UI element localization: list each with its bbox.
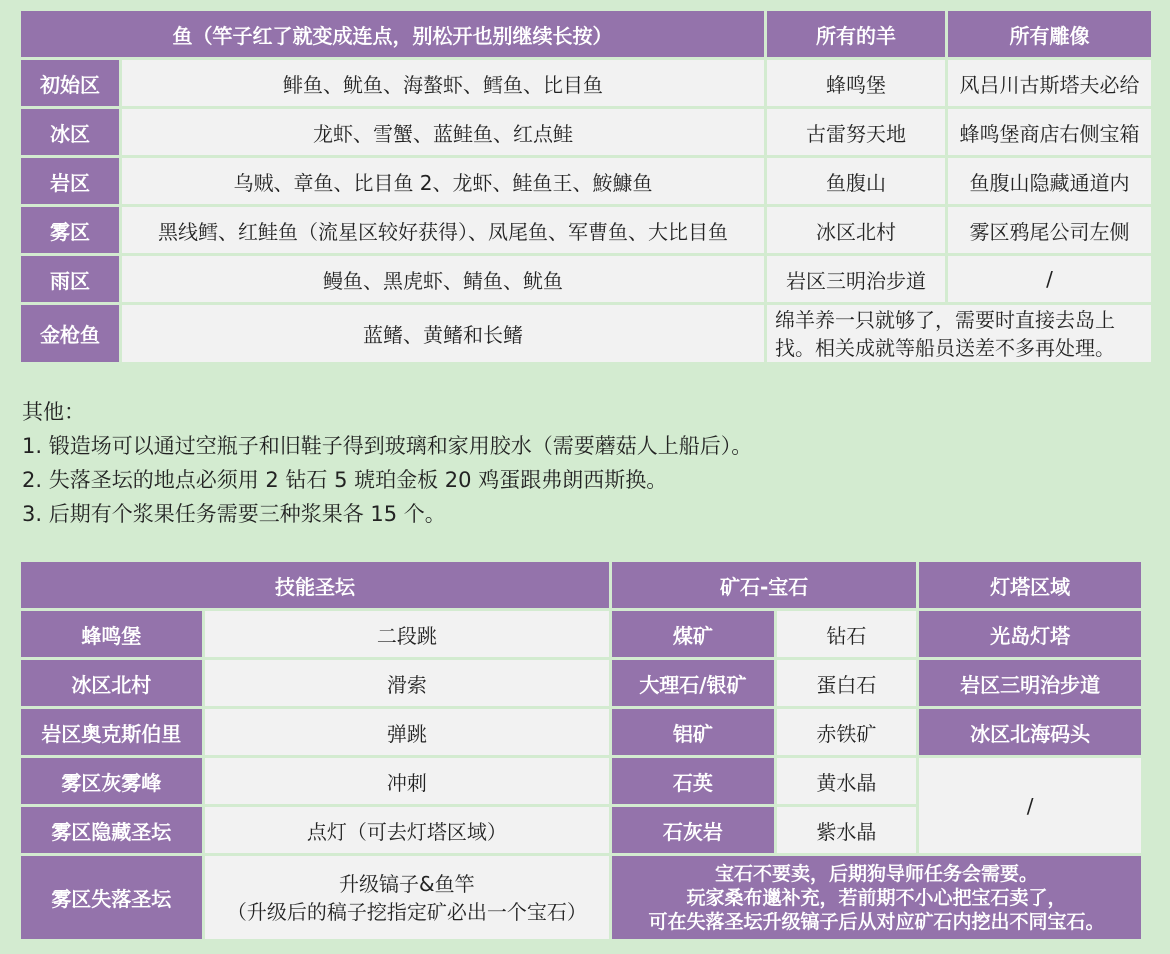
table-row [20, 757, 1143, 806]
gem-note-line: 宝石不要卖，后期狗导师任务会需要。 [715, 862, 1039, 885]
header-lighthouse: 灯塔区域 [918, 561, 1143, 610]
skill-cell: 冲刺 [203, 757, 610, 806]
sheep-note-cell [766, 304, 1153, 364]
statue-cell: 雾区鸦尾公司左侧 [947, 206, 1153, 255]
fish-cell: 鲱鱼、鱿鱼、海螯虾、鳕鱼、比目鱼 [121, 59, 766, 108]
area-cell: 初始区 [20, 59, 121, 108]
sheep-note-line: 找。相关成就等船员送差不多再处理。 [775, 335, 1115, 360]
sheep-cell: 岩区三明治步道 [766, 255, 947, 304]
area-cell: 雨区 [20, 255, 121, 304]
ore-cell: 石灰岩 [611, 806, 776, 855]
skill-line: （升级后的稿子挖指定矿必出一个宝石） [226, 899, 587, 924]
skill-cell [203, 855, 610, 941]
table-header-row [20, 561, 1143, 610]
table-row [20, 659, 1143, 708]
altar-cell: 雾区隐藏圣坛 [20, 806, 204, 855]
area-cell: 金枪鱼 [20, 304, 121, 364]
area-cell: 雾区 [20, 206, 121, 255]
table-row [20, 304, 1153, 364]
gem-note-cell [611, 855, 1143, 941]
table-row [20, 610, 1143, 659]
misc-item: 1. 锻造场可以通过空瓶子和旧鞋子得到玻璃和家用胶水（需要蘑菇人上船后）。 [22, 434, 753, 458]
statue-cell: 鱼腹山隐藏通道内 [947, 157, 1153, 206]
header-altar: 技能圣坛 [20, 561, 611, 610]
gem-cell: 钻石 [775, 610, 918, 659]
skill-cell: 滑索 [203, 659, 610, 708]
table-row [20, 855, 1143, 941]
table-row [20, 708, 1143, 757]
altar-cell: 岩区奥克斯伯里 [20, 708, 204, 757]
table-header-row [20, 10, 1153, 59]
gem-cell: 黄水晶 [775, 757, 918, 806]
area-cell: 岩区 [20, 157, 121, 206]
statue-cell: / [947, 255, 1153, 304]
header-ore: 矿石-宝石 [611, 561, 918, 610]
gem-cell: 蛋白石 [775, 659, 918, 708]
altar-cell: 蜂鸣堡 [20, 610, 204, 659]
lighthouse-cell: 岩区三明治步道 [918, 659, 1143, 708]
table-row [20, 59, 1153, 108]
misc-notes [22, 395, 752, 531]
lighthouse-empty-cell: / [918, 757, 1143, 855]
sheep-cell: 蜂鸣堡 [766, 59, 947, 108]
gem-note-line: 可在失落圣坛升级镐子后从对应矿石内挖出不同宝石。 [648, 910, 1105, 933]
table-row [20, 108, 1153, 157]
fish-table [18, 8, 1154, 365]
table-row [20, 255, 1153, 304]
fish-cell: 乌贼、章鱼、比目鱼 2、龙虾、鲑鱼王、鮟鱇鱼 [121, 157, 766, 206]
sheep-cell: 冰区北村 [766, 206, 947, 255]
header-statue: 所有雕像 [947, 10, 1153, 59]
lighthouse-cell: 光岛灯塔 [918, 610, 1143, 659]
misc-item: 2. 失落圣坛的地点必须用 2 钻石 5 琥珀金板 20 鸡蛋跟弗朗西斯换。 [22, 468, 668, 492]
header-sheep: 所有的羊 [766, 10, 947, 59]
skill-line: 升级镐子&鱼竿 [339, 871, 475, 896]
skill-cell: 二段跳 [203, 610, 610, 659]
lighthouse-cell: 冰区北海码头 [918, 708, 1143, 757]
fish-cell: 龙虾、雪蟹、蓝鲑鱼、红点鲑 [121, 108, 766, 157]
altar-cell: 冰区北村 [20, 659, 204, 708]
misc-item: 3. 后期有个浆果任务需要三种浆果各 15 个。 [22, 502, 446, 526]
misc-title: 其他： [22, 400, 85, 424]
table-row [20, 206, 1153, 255]
gem-note-line: 玩家桑布邋补充，若前期不小心把宝石卖了， [686, 886, 1067, 909]
gem-cell: 赤铁矿 [775, 708, 918, 757]
skill-cell: 弹跳 [203, 708, 610, 757]
table-row [20, 157, 1153, 206]
area-cell: 冰区 [20, 108, 121, 157]
sheep-cell: 古雷努天地 [766, 108, 947, 157]
gem-cell: 紫水晶 [775, 806, 918, 855]
sheep-cell: 鱼腹山 [766, 157, 947, 206]
altar-table [18, 559, 1144, 942]
fish-cell: 蓝鳍、黄鳍和长鳍 [121, 304, 766, 364]
skill-cell: 点灯（可去灯塔区域） [203, 806, 610, 855]
ore-cell: 石英 [611, 757, 776, 806]
sheep-note-line: 绵羊养一只就够了，需要时直接去岛上 [775, 307, 1115, 332]
fish-cell: 鳗鱼、黑虎虾、鲭鱼、鱿鱼 [121, 255, 766, 304]
ore-cell: 煤矿 [611, 610, 776, 659]
statue-cell: 蜂鸣堡商店右侧宝箱 [947, 108, 1153, 157]
ore-cell: 铝矿 [611, 708, 776, 757]
altar-cell: 雾区失落圣坛 [20, 855, 204, 941]
fish-cell: 黑线鳕、红鲑鱼（流星区较好获得）、凤尾鱼、军曹鱼、大比目鱼 [121, 206, 766, 255]
statue-cell: 风吕川古斯塔夫必给 [947, 59, 1153, 108]
header-fish: 鱼（竿子红了就变成连点，别松开也别继续长按） [20, 10, 766, 59]
altar-cell: 雾区灰雾峰 [20, 757, 204, 806]
ore-cell: 大理石/银矿 [611, 659, 776, 708]
